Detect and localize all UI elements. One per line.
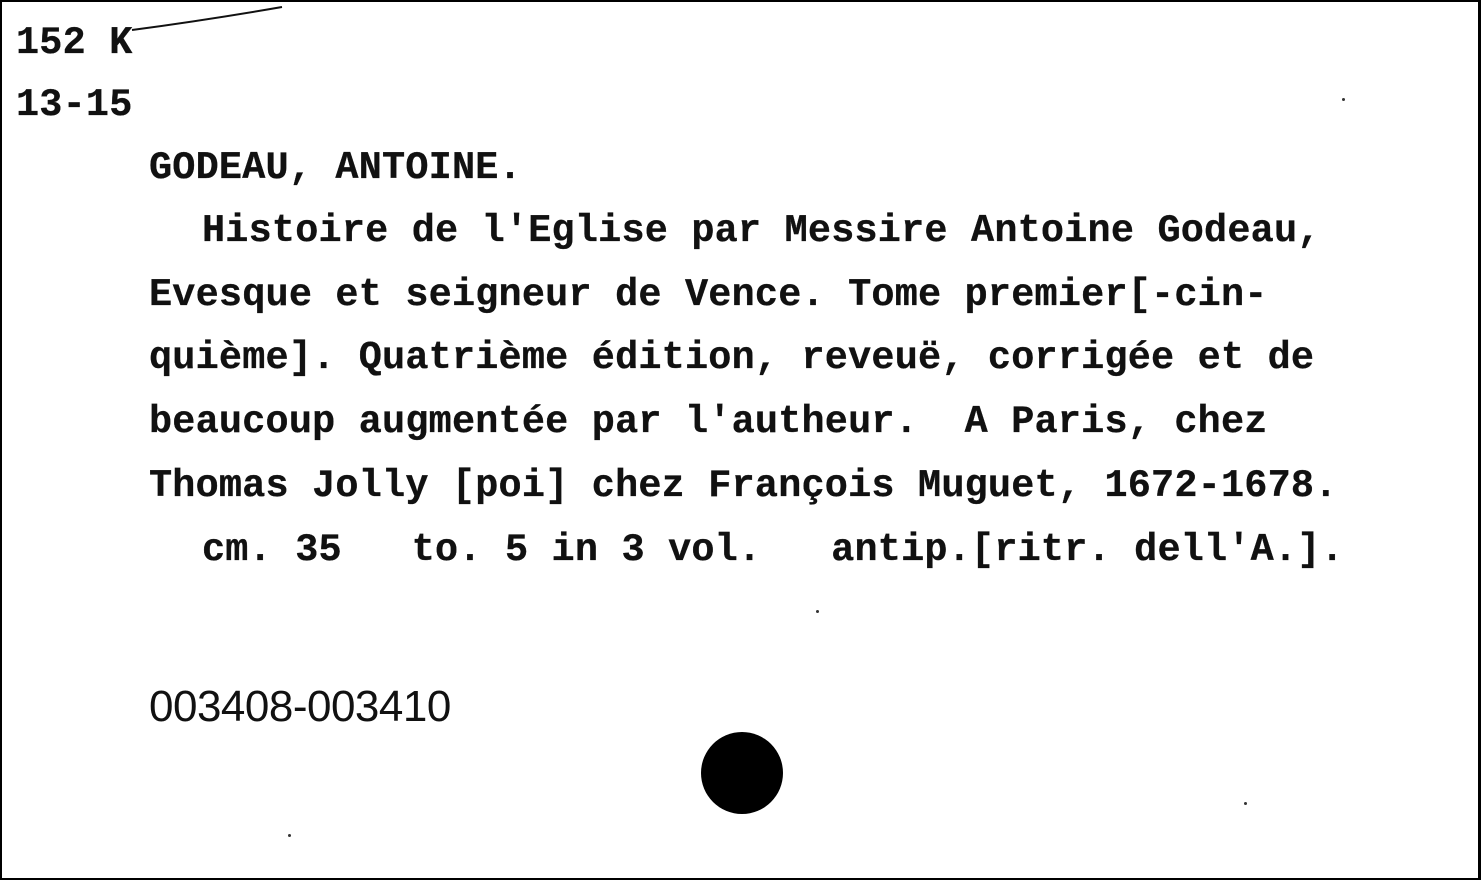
control-number: 003408-003410 bbox=[149, 682, 451, 731]
body-line-5: Thomas Jolly [poi] chez François Muguet, 1672-1678. bbox=[149, 464, 1338, 508]
body-line-1: Histoire de l'Eglise par Messire Antoine Godeau, bbox=[202, 209, 1321, 253]
call-number-line-1: 152 K bbox=[16, 21, 133, 65]
author-heading: GODEAU, ANTOINE. bbox=[149, 146, 522, 190]
body-line-3: quième]. Quatrième édition, reveuë, corrigée et de bbox=[149, 336, 1315, 380]
call-number-line-2: 13-15 bbox=[16, 83, 133, 127]
speck bbox=[1342, 98, 1345, 101]
body-line-2: Evesque et seigneur de Vence. Tome premier[-cin- bbox=[149, 273, 1268, 317]
pen-stroke-mark bbox=[127, 2, 297, 42]
speck bbox=[288, 834, 291, 837]
speck bbox=[816, 610, 819, 613]
card-punch-hole bbox=[701, 732, 783, 814]
body-line-4: beaucoup augmentée par l'autheur. A Paris, chez bbox=[149, 400, 1268, 444]
body-line-6: cm. 35 to. 5 in 3 vol. antip.[ritr. dell'A.]. bbox=[202, 528, 1344, 572]
speck bbox=[1244, 802, 1247, 805]
